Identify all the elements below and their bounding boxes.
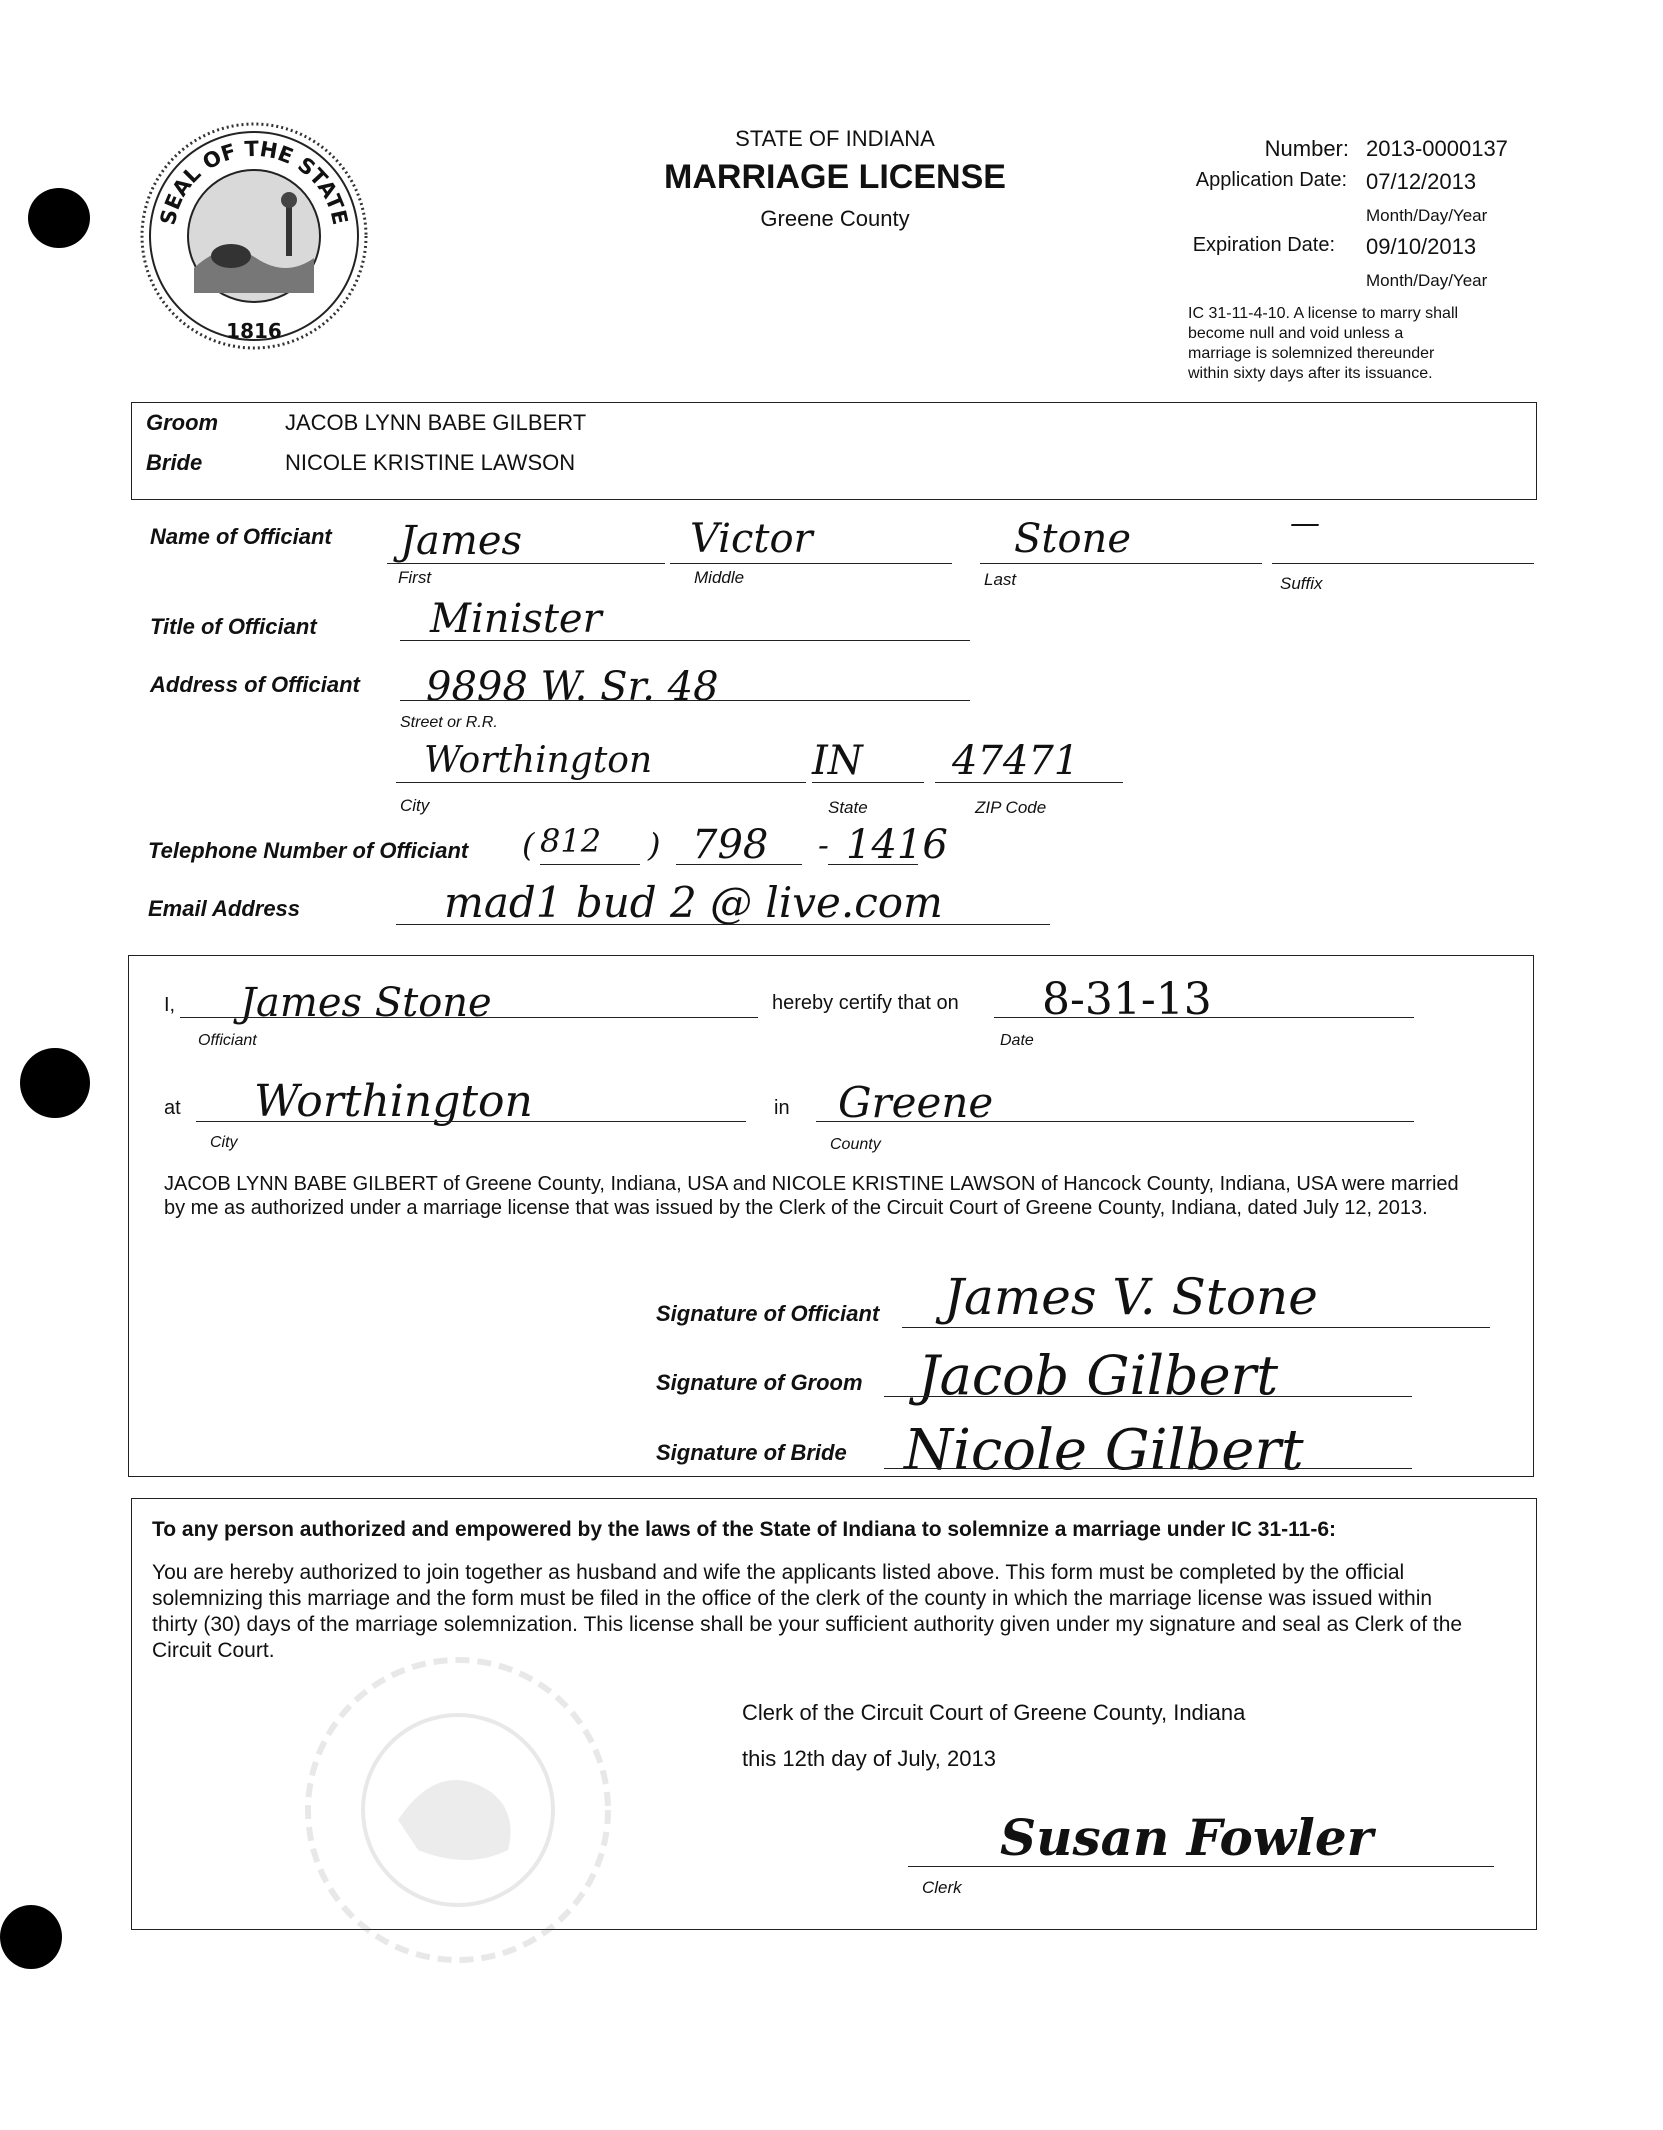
state-line xyxy=(812,782,924,783)
cert-county-line xyxy=(816,1121,1414,1122)
clerk-title: Clerk of the Circuit Court of Greene County, Indiana xyxy=(742,1700,1246,1725)
marriage-statement: JACOB LYNN BABE GILBERT of Greene County, Indiana, USA and NICOLE KRISTINE LAWSON of Hancock County, Indiana, USA were married by me as authorized under a marriage license that was issued by the Clerk of the Circuit Court of Greene County, Indiana, dated July 12, 2013. xyxy=(164,1173,1459,1219)
sig-officiant-line xyxy=(902,1327,1490,1328)
last-name-line xyxy=(980,563,1262,564)
suffix-caption: Suffix xyxy=(1280,574,1323,593)
phone-prefix: 798 xyxy=(692,822,769,868)
first-caption: First xyxy=(398,568,432,587)
application-date: 07/12/2013 xyxy=(1366,169,1477,194)
cert-date: 8-31-13 xyxy=(1042,974,1212,1025)
officiant-phone-label: Telephone Number of Officiant xyxy=(148,838,469,863)
middle-name-line xyxy=(670,563,952,564)
state-seal xyxy=(136,118,372,354)
signature-bride-label: Signature of Bride xyxy=(656,1440,847,1465)
phone-open-paren: ( xyxy=(522,826,535,864)
phone-area-line xyxy=(540,864,640,865)
officiant-middle-name: Victor xyxy=(690,516,813,562)
officiant-name-label: Name of Officiant xyxy=(150,524,332,549)
bride-label: Bride xyxy=(146,450,203,475)
in-label: in xyxy=(774,1097,790,1119)
phone-prefix-line xyxy=(676,864,802,865)
suffix-line xyxy=(1272,563,1534,564)
sig-bride-line xyxy=(884,1468,1412,1469)
officiant-email-label: Email Address xyxy=(148,896,301,921)
application-date-format: Month/Day/Year xyxy=(1366,206,1488,225)
officiant-first-name: James xyxy=(400,518,523,564)
email-line xyxy=(396,924,1050,925)
clerk-caption: Clerk xyxy=(922,1878,962,1897)
phone-line-number: 1416 xyxy=(846,822,948,868)
phone-close-paren: ) xyxy=(648,826,661,864)
sig-groom-line xyxy=(884,1396,1412,1397)
statute-note: IC 31-11-4-10. A license to marry shall become null and void unless a marriage is solemnized thereunder within sixty days after its issuance. xyxy=(1188,305,1459,382)
street-line xyxy=(400,700,970,701)
zip-caption: ZIP Code xyxy=(975,798,1047,817)
street-caption: Street or R.R. xyxy=(400,714,498,731)
cert-county: Greene xyxy=(838,1078,994,1127)
signature-bride: Nicole Gilbert xyxy=(904,1418,1304,1483)
phone-line-underline xyxy=(828,864,918,865)
county-caption: County xyxy=(830,1136,881,1153)
punch-hole-top xyxy=(28,188,90,248)
certify-text: hereby certify that on xyxy=(772,992,959,1014)
zip-line xyxy=(935,782,1123,783)
cert-officiant-line xyxy=(180,1017,758,1018)
i-label: I, xyxy=(164,994,176,1016)
signature-groom: Jacob Gilbert xyxy=(918,1344,1279,1407)
at-label: at xyxy=(164,1097,181,1119)
middle-caption: Middle xyxy=(694,568,745,587)
clerk-signature: Susan Fowler xyxy=(1000,1808,1374,1867)
officiant-title: Minister xyxy=(430,596,602,642)
state-caption: State xyxy=(828,798,868,817)
city-caption-cert: City xyxy=(210,1134,238,1151)
page-title: MARRIAGE LICENSE xyxy=(664,158,1006,196)
phone-dash: - xyxy=(818,826,829,864)
title-line xyxy=(400,640,970,641)
county-heading: Greene County xyxy=(760,206,910,231)
signature-officiant-label: Signature of Officiant xyxy=(656,1301,880,1326)
seal-year: 1816 xyxy=(226,319,282,343)
application-date-label: Application Date: xyxy=(1195,169,1347,191)
phone-area-code: 812 xyxy=(540,822,602,860)
last-caption: Last xyxy=(984,570,1017,589)
punch-hole-middle xyxy=(20,1048,90,1118)
punch-hole-bottom xyxy=(0,1905,62,1969)
officiant-city: Worthington xyxy=(424,740,653,781)
officiant-caption: Officiant xyxy=(198,1032,257,1049)
expiration-date-label: Expiration Date: xyxy=(1192,234,1335,256)
city-caption: City xyxy=(400,796,430,815)
city-line xyxy=(396,782,806,783)
signature-groom-label: Signature of Groom xyxy=(656,1370,863,1395)
officiant-suffix: — xyxy=(1290,506,1320,541)
expiration-date-format: Month/Day/Year xyxy=(1366,271,1488,290)
state-heading: STATE OF INDIANA xyxy=(735,126,935,151)
cert-date-line xyxy=(994,1017,1414,1018)
officiant-street: 9898 W. Sr. 48 xyxy=(426,664,719,710)
groom-name: JACOB LYNN BABE GILBERT xyxy=(285,410,587,435)
officiant-zip: 47471 xyxy=(952,738,1080,784)
number-label: Number: xyxy=(1264,136,1349,161)
date-caption: Date xyxy=(1000,1032,1034,1049)
cert-city: Worthington xyxy=(254,1076,533,1127)
expiration-date: 09/10/2013 xyxy=(1366,234,1477,259)
officiant-title-label: Title of Officiant xyxy=(150,614,317,639)
officiant-state: IN xyxy=(812,738,863,784)
signature-officiant: James V. Stone xyxy=(944,1268,1318,1326)
bride-name: NICOLE KRISTINE LAWSON xyxy=(285,450,576,475)
officiant-email: mad1 bud 2 @ live.com xyxy=(444,878,943,927)
groom-label: Groom xyxy=(146,410,219,435)
authorization-heading: To any person authorized and empowered by the laws of the State of Indiana to solemnize a marriage under IC 31-11-6: xyxy=(152,1518,1337,1541)
seal-text: SEAL OF THE STATE xyxy=(155,136,353,228)
officiant-address-label: Address of Officiant xyxy=(150,672,360,697)
officiant-last-name: Stone xyxy=(1014,516,1131,562)
authorization-text: You are hereby authorized to join together as husband and wife the applicants listed above. This form must be completed by the official solemnizing this marriage and the form must be filed in the office of the clerk of the county in which the marriage license was issued within thirty (30) days of the marriage solemnization. This license shall be your sufficient authority given under my signature and seal as Clerk of the Circuit Court. xyxy=(152,1561,1463,1662)
license-number: 2013-0000137 xyxy=(1366,136,1508,161)
issued-date: this 12th day of July, 2013 xyxy=(742,1746,996,1771)
clerk-signature-line xyxy=(908,1866,1494,1867)
cert-officiant-name: James Stone xyxy=(240,980,492,1026)
court-seal-emboss xyxy=(288,1650,628,1970)
cert-city-line xyxy=(196,1121,746,1122)
first-name-line xyxy=(387,563,665,564)
